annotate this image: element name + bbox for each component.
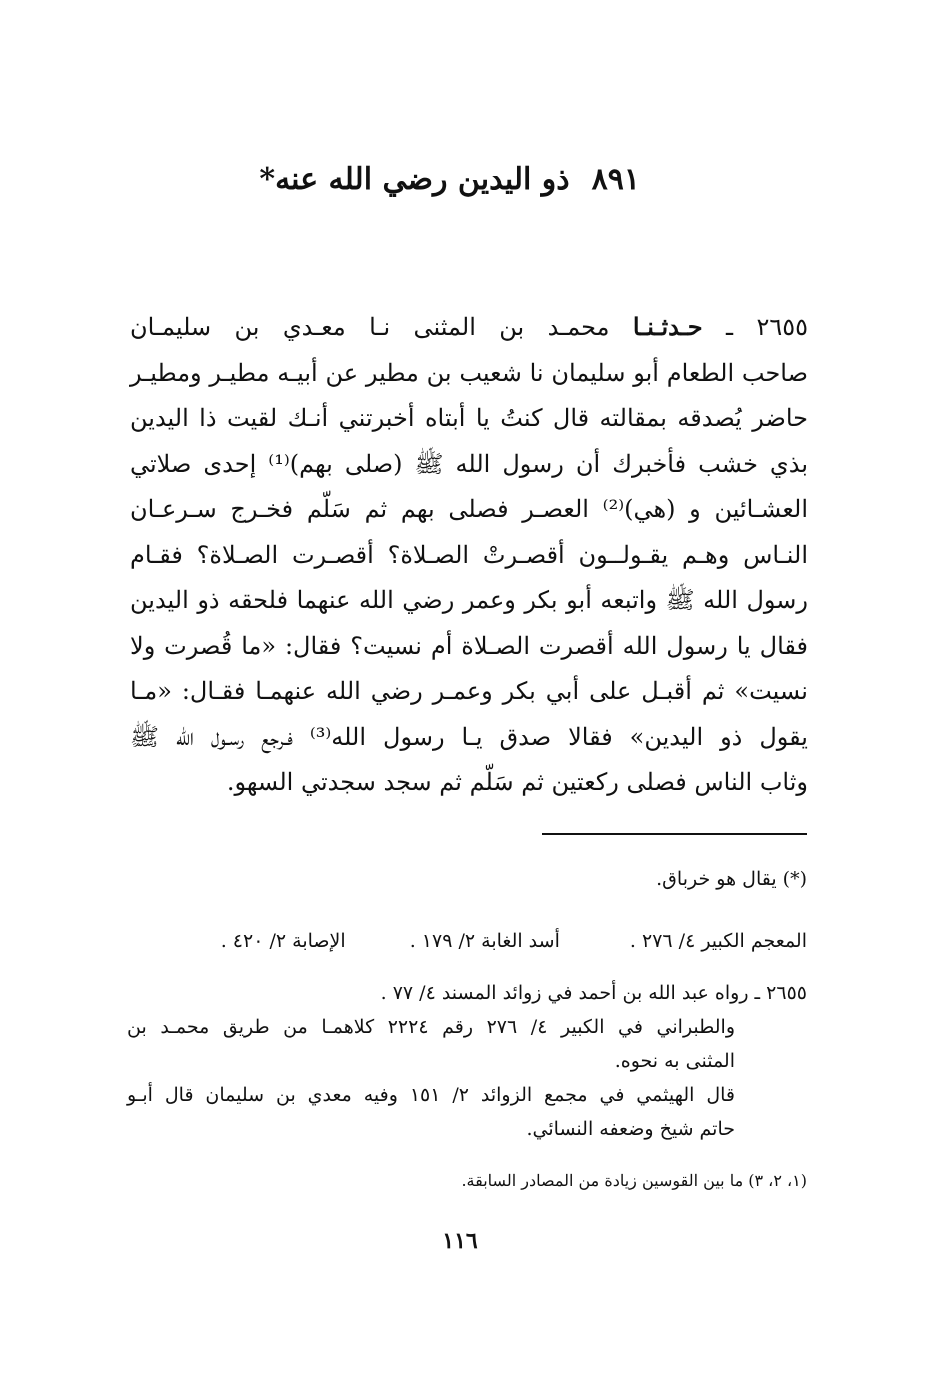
hadith-line: العشـائين و (هي)⁽²⁾ العصـر فصلى بهم ثم سَلّم فخـرج سـرعـان [130,495,808,523]
source-reference: المعجم الكبير ٤/ ٢٧٦ . [629,930,807,952]
chapter-title [259,162,640,197]
hadith-line [130,304,808,351]
hadith-line: يقول ذو اليدين» فقالا صدق يـا رسول الله⁽³⁾ فـرجع رسـول الله ﷺ [130,722,808,751]
source-reference: أسد الغابة ٢/ ١٧٩ . [409,930,560,952]
takhrij-line: المثنى به نحوه. [614,1050,735,1072]
hadith-line: النـاس وهـم يقـولــون أقصـرتْ الصـلاة؟ أقصـرت الصـلاة؟ فقـام [130,540,808,569]
chapter-heading: ذو اليدين رضي الله عنه* [259,162,570,197]
hadith-text [130,304,808,806]
hadith-line: فقال يا رسول الله أقصرت الصـلاة أم نسيت؟ فقال: «ما قُصرت ولا [130,631,808,660]
brackets-footnote: (١، ٢، ٣) ما بين القوسين زيادة من المصادر السابقة. [461,1171,807,1190]
source-reference: الإصابة ٢/ ٤٢٠ . [220,930,346,952]
hadith-line: صاحب الطعام أبو سليمان نا شعيب بن مطير عن أبيـه مطيـر ومطيـر [130,358,808,387]
hadith-line-text: محمـد بن المثنى نـا معـدي بن سليمـان [130,313,633,341]
chapter-number: ٨٩١ [591,162,640,197]
hadith-line: وثاب الناس فصلى ركعتين ثم سَلّم ثم سجد سجدتي السهو. [226,768,808,796]
hadith-opening-word: حـدثـنـا [632,312,703,341]
hadith-line: نسيت» ثم أقبـل على أبي بكر وعمـر رضي الله عنهمـا فقـال: «مـا [130,677,808,705]
star-footnote: (*) يقال هو خرباق. [656,868,807,890]
page-number: ١١٦ [442,1228,478,1254]
hadith-line: حاضر يُصدقه بمقالته قال كنتُ يا أبتاه أخبرتني أنـك لقيت ذا اليدين [130,404,808,432]
takhrij-line: قال الهيثمي في مجمع الزوائد ٢/ ١٥١ وفيه معدي بن سليمان قال أبـو [127,1084,735,1106]
hadith-line: رسول الله ﷺ واتبعه أبو بكر وعمر رضي الله عنهما فلحقه ذو اليدين [130,586,808,614]
takhrij-line: والطبراني في الكبير ٤/ ٢٧٦ رقم ٢٢٢٤ كلاهمـا من طريق محمـد بن [127,1016,735,1038]
hadith-number: ٢٦٥٥ ـ [702,313,808,341]
sources-line [187,924,807,958]
takhrij-notes [127,976,807,1146]
takhrij-line: حاتم شيخ وضعفه النسائي. [526,1118,735,1140]
takhrij-line: ٢٦٥٥ ـ رواه عبد الله بن أحمد في زوائد المسند ٤/ ٧٧ . [380,982,807,1004]
hadith-line: بذي خشب فأخبرك أن رسول الله ﷺ (صلى بهم)⁽¹⁾ إحدى صلاتي [130,449,808,478]
footnote-separator [542,833,807,835]
